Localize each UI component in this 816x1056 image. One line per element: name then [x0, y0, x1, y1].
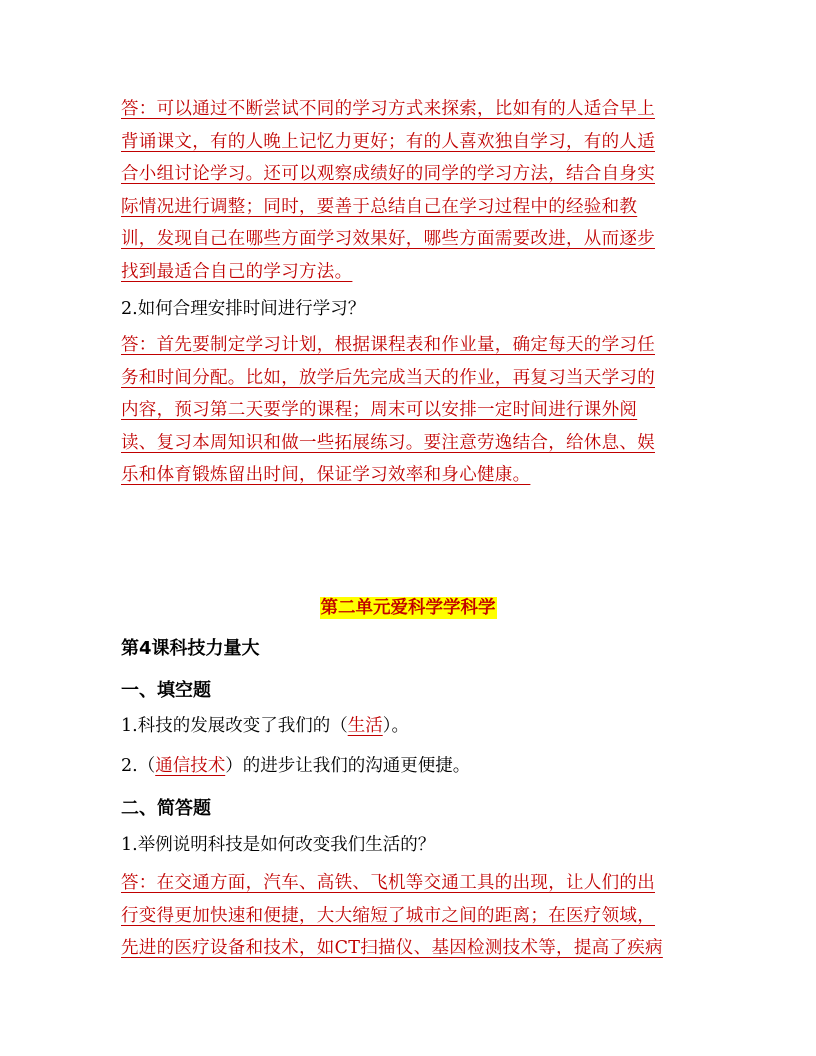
question-2: 2.如何合理安排时间进行学习？ [121, 299, 366, 319]
fill-question-2 [121, 754, 470, 778]
section-fill-blank: 一、填空题 [121, 680, 211, 701]
unit-title-text: 第二单元爱科学学科学 [320, 598, 496, 618]
answer-1 [121, 93, 693, 288]
answer-2 [121, 329, 693, 492]
fill-question-1-prefix: 1.科技的发展改变了我们的（ [121, 716, 348, 736]
answer-1-line: 答：可以通过不断尝试不同的学习方式来探索，比如有的人适合早上 [121, 99, 655, 119]
answer-2-line: 务和时间分配。比如，放学后先完成当天的作业，再复习当天学习的 [121, 367, 655, 388]
question-3: 1.举例说明科技是如何改变我们生活的？ [121, 835, 436, 855]
answer-1-line: 际情况进行调整；同时，要善于总结自己在学习过程中的经验和教 [121, 196, 638, 217]
fill-question-2-prefix: 2.（ [121, 756, 156, 776]
answer-1-line: 合小组讨论学习。还可以观察成绩好的同学的学习方法，结合自身实 [121, 164, 655, 184]
answer-3 [121, 867, 693, 965]
answer-2-line: 答：首先要制定学习计划，根据课程表和作业量，确定每天的学习任 [121, 335, 655, 355]
answer-3-line: 行变得更加快速和便捷，大大缩短了城市之间的距离；在医疗领域， [121, 905, 655, 926]
answer-1-line: 训，发现自己在哪些方面学习效果好，哪些方面需要改进，从而逐步 [121, 229, 655, 249]
section-short-answer: 二、简答题 [121, 798, 211, 819]
fill-question-1-suffix: ）。 [382, 716, 409, 736]
fill-question-2-suffix: ）的进步让我们的沟通更便捷。 [225, 756, 471, 776]
answer-2-line: 内容，预习第二天要学的课程；周末可以安排一定时间进行课外阅 [121, 400, 638, 420]
fill-question-1 [121, 714, 409, 738]
answer-1-line: 找到最适合自己的学习方法。 [121, 261, 353, 282]
fill-answer-1: 生活 [347, 716, 383, 736]
answer-2-line: 读、复习本周知识和做一些拓展练习。要注意劳逸结合，给休息、娱 [121, 432, 655, 453]
fill-answer-2: 通信技术 [155, 756, 226, 776]
lesson-title: 第4课科技力量大 [121, 638, 260, 659]
unit-title [0, 594, 816, 619]
answer-2-line: 乐和体育锻炼留出时间，保证学习效率和身心健康。 [121, 465, 531, 485]
answer-3-line: 答：在交通方面，汽车、高铁、飞机等交通工具的出现，让人们的出 [121, 873, 655, 893]
answer-3-line: 先进的医疗设备和技术，如CT扫描仪、基因检测技术等，提高了疾病 [121, 938, 663, 958]
answer-1-line: 背诵课文，有的人晚上记忆力更好；有的人喜欢独自学习，有的人适 [121, 131, 655, 152]
